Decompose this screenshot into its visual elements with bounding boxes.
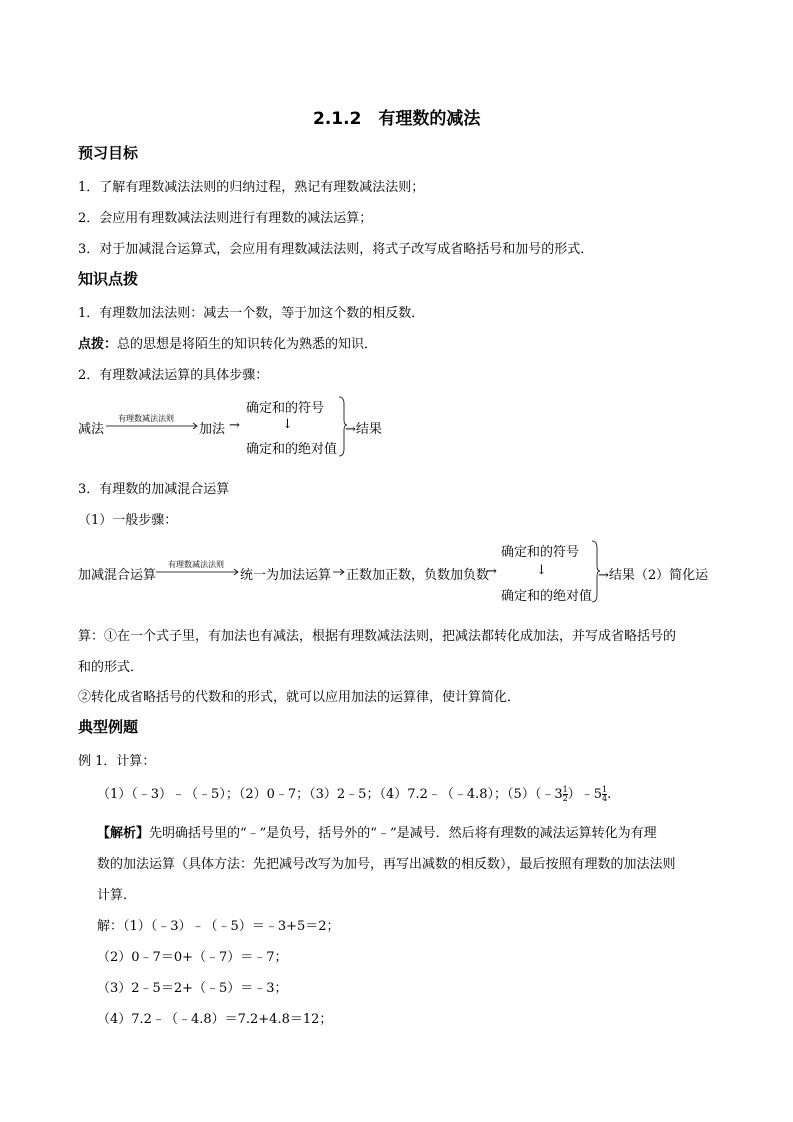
diagram1-result: →结果	[345, 422, 382, 437]
diagram1-arrow-label: 有理数减法法则	[118, 414, 174, 423]
diagram2-down-arrow: ↓	[536, 563, 547, 578]
general-steps: （1）一般步骤：	[78, 513, 178, 528]
diagram2-abs: 确定和的绝对值	[501, 589, 593, 604]
preview-item: 1．了解有理数减法法则的归纳过程，熟记有理数减法法则；	[78, 180, 425, 195]
page-title: 2.1.2 有理数的减法	[313, 109, 481, 129]
diagram2-unify: 统一为加法运算	[240, 568, 332, 583]
rule-text: 1．有理数加法法则：减去一个数，等于加这个数的相反数．	[78, 306, 425, 321]
diagram1-start: 减法	[78, 422, 105, 437]
diagram2-result: →结果（2）简化运	[598, 568, 709, 583]
diagram1-mid: 加法	[199, 422, 226, 437]
solution-line: （2）0﹣7＝0+（﹣7）＝﹣7；	[97, 950, 288, 965]
diagram1-abs: 确定和的绝对值	[246, 442, 338, 457]
mixed-title: 3．有理数的加减混合运算	[78, 482, 230, 497]
fraction-denominator: 4	[601, 794, 608, 803]
fraction-numerator: 1	[601, 785, 608, 794]
diagram1-down-arrow: ↓	[282, 417, 293, 432]
steps-title: 2．有理数减法运算的具体步骤：	[78, 368, 269, 383]
example-problem	[97, 783, 611, 803]
analysis-label: 【解析】	[97, 826, 150, 841]
analysis-line	[97, 822, 657, 841]
simplify-text: 算：①在一个式子里，有加法也有减法，根据有理数减法法则，把减法都转化成加法，并写成省略括号的	[78, 629, 677, 644]
diagram2-arrow-label: 有理数减法法则	[168, 560, 224, 569]
section-heading-preview: 预习目标	[78, 144, 139, 162]
diagram1-sign: 确定和的符号	[246, 401, 325, 416]
analysis-text: 数的加法运算（具体方法：先把减号改写为加号，再写出减数的相反数），最后按照有理数的加法法则	[97, 857, 676, 872]
analysis-text: 先明确括号里的“﹣”是负号，括号外的“﹣”是减号．然后将有理数的减法运算转化为有理	[149, 826, 657, 841]
section-heading-knowledge: 知识点拨	[78, 270, 139, 288]
problem-end: .	[607, 787, 612, 802]
diagram1-arrow: →	[229, 418, 240, 433]
diagram2-start: 加减混合运算	[78, 568, 157, 583]
tip-label: 点拨：	[78, 337, 118, 352]
problem-mid: ）﹣5	[567, 787, 602, 802]
problem-main: （1）（﹣3）﹣（﹣5）；（2）0﹣7；（3）2﹣5；（4）7.2﹣（﹣4.8）；（5）（﹣3	[97, 787, 563, 802]
preview-item: 3．对于加减混合运算式，会应用有理数减法法则，将式子改写成省略括号和加号的形式．	[78, 242, 594, 257]
fraction-numerator: 1	[562, 785, 568, 794]
example-label: 例 1．计算：	[78, 754, 156, 769]
solution-line: 解：（1）（﹣3）﹣（﹣5）＝﹣3+5＝2；	[97, 919, 340, 934]
diagram2-arrow: →	[486, 564, 497, 579]
solution-line: （4）7.2﹣（﹣4.8）＝7.2+4.8＝12；	[97, 1012, 333, 1027]
tip-text: 总的思想是将陌生的知识转化为熟悉的知识．	[117, 337, 378, 352]
solution-line: （3）2﹣5＝2+（﹣5）＝﹣3；	[97, 981, 288, 996]
simplify-text: ②转化成省略括号的代数和的形式，就可以应用加法的运算律，使计算简化．	[78, 690, 521, 705]
section-heading-examples: 典型例题	[78, 718, 139, 736]
simplify-text: 和的形式．	[78, 660, 144, 675]
analysis-text: 计算．	[97, 888, 137, 903]
diagram2-sign: 确定和的符号	[501, 545, 580, 560]
diagram2-brace	[592, 541, 600, 602]
diagram2-sum: 正数加正数，负数加负数	[346, 568, 490, 583]
fraction-denominator: 2	[562, 794, 568, 803]
preview-item: 2．会应用有理数减法法则进行有理数的减法运算；	[78, 211, 373, 226]
